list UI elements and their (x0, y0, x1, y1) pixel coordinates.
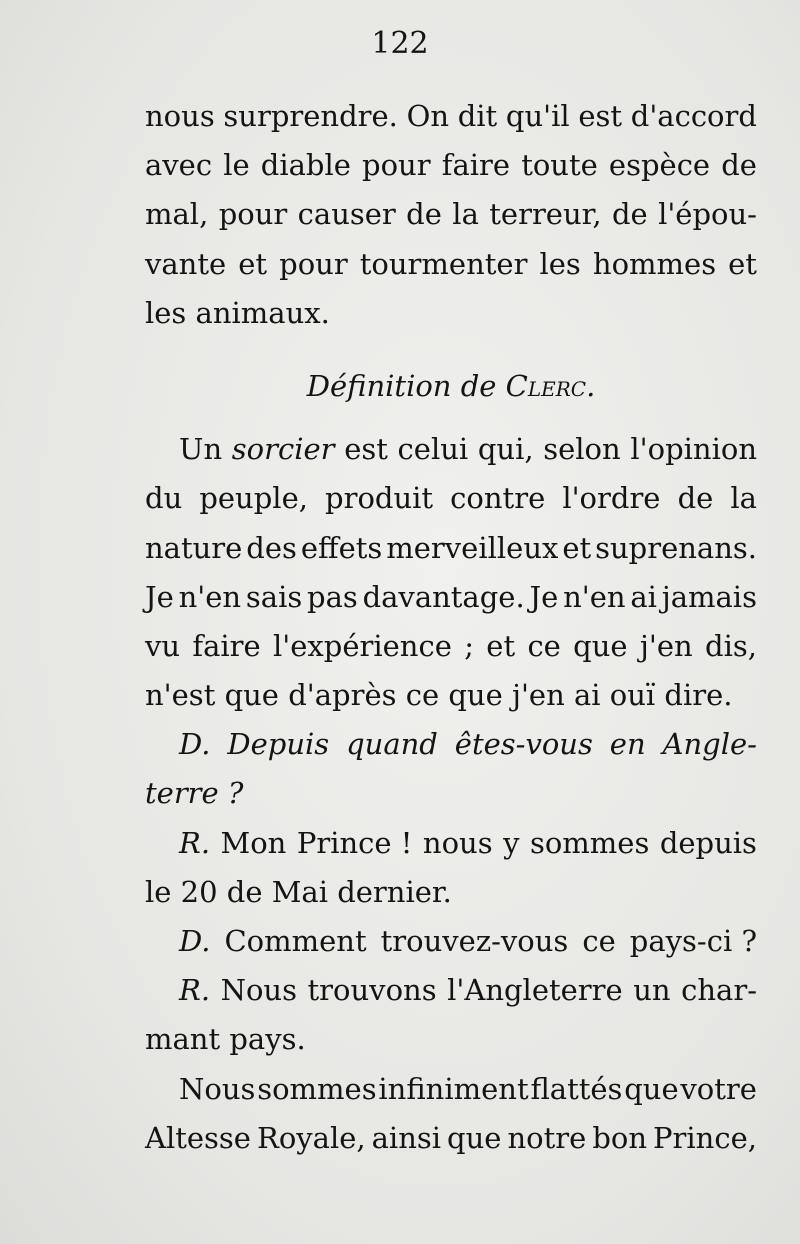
word: contre (450, 481, 546, 516)
word: selon (543, 432, 621, 467)
word: peuple, (199, 481, 308, 516)
word: depuis (659, 825, 757, 860)
word: que (624, 1071, 679, 1106)
word: Altesse (145, 1120, 251, 1155)
word: Nous (179, 1071, 256, 1106)
line-text: n'est que d'après ce que j'en ai ouï dire. (145, 678, 733, 713)
text-line (145, 1114, 757, 1163)
text-line (145, 425, 757, 474)
word: qu'il (505, 99, 570, 133)
text-line (145, 1015, 757, 1064)
word: vu (145, 628, 181, 663)
word: votre (680, 1071, 757, 1106)
word: nature (145, 530, 243, 565)
word: les (539, 246, 581, 281)
word: nous (145, 99, 215, 133)
word: ce (527, 628, 561, 663)
word: mal, (145, 197, 209, 232)
speaker-label: D. (179, 727, 211, 762)
word: ainsi (371, 1120, 442, 1155)
word: et (728, 246, 757, 281)
word: est (344, 432, 388, 467)
word: et (238, 246, 268, 281)
word: ce (582, 924, 616, 958)
text-line (145, 819, 757, 868)
word: y (503, 825, 520, 860)
line-text: le 20 de Mai dernier. (145, 874, 452, 909)
word: effets (300, 530, 383, 565)
word: n'en (178, 579, 242, 614)
word: espèce (608, 148, 711, 183)
speaker-label: R. (179, 825, 211, 860)
word: avec (145, 148, 213, 183)
text-line (145, 524, 757, 573)
word: quand (346, 727, 438, 762)
word: Nous (220, 973, 297, 1008)
speaker-label: R. (179, 973, 211, 1008)
word: Je (529, 579, 559, 614)
word: nous (422, 825, 493, 860)
word: de (721, 148, 757, 183)
word: un (633, 973, 671, 1008)
word: sais (245, 579, 303, 614)
word: de (677, 481, 714, 516)
text-line (145, 289, 757, 338)
word: la (730, 481, 757, 516)
word: diable (260, 148, 351, 183)
section-heading (145, 362, 757, 411)
text-line (145, 1065, 757, 1114)
word: ai (630, 579, 657, 614)
word: l'épou- (658, 197, 757, 232)
word: On (406, 99, 450, 133)
text-line (145, 622, 757, 671)
heading-smallcaps: Clerc. (505, 368, 596, 403)
word: l'expérience (273, 628, 452, 663)
word: vante (145, 246, 227, 281)
word: dis, (705, 628, 757, 663)
text-line (145, 92, 757, 141)
word: êtes-vous (454, 727, 593, 762)
italic-term: sorcier (231, 432, 335, 467)
word: celui (397, 432, 469, 467)
word: Mon (220, 825, 287, 860)
page-number: 122 (371, 26, 429, 61)
word: Un (179, 432, 223, 467)
word: l'Angleterre (447, 973, 623, 1008)
word: et (562, 530, 592, 565)
word: toute (521, 148, 598, 183)
text-line (145, 769, 757, 818)
word: d'accord (630, 99, 757, 133)
word: surprendre. (223, 99, 398, 133)
word: causer (297, 197, 396, 232)
word: Prince, (653, 1120, 757, 1155)
line-text: les animaux. (145, 295, 330, 330)
word: pays-ci ? (629, 924, 757, 958)
word: Royale, (256, 1120, 366, 1155)
word: qui, (477, 432, 534, 467)
word: des (246, 530, 297, 565)
word: que (573, 628, 628, 663)
word: pour (362, 148, 431, 183)
word: faire (192, 628, 261, 663)
word: du (145, 481, 183, 516)
word: dit (457, 99, 498, 133)
word: trouvez-vous (380, 924, 569, 958)
word: j'en (639, 628, 693, 663)
word: produit (325, 481, 434, 516)
word: faire (441, 148, 511, 183)
word: l'ordre (562, 481, 661, 516)
word: trouvons (307, 973, 437, 1008)
word: terreur, (489, 197, 602, 232)
text-line (145, 868, 757, 917)
word: Depuis (227, 727, 330, 762)
word: tourmenter (359, 246, 528, 281)
word: suprenans. (595, 530, 757, 565)
heading-italic: Définition de (306, 368, 506, 403)
word: la (452, 197, 479, 232)
word: sommes (257, 1071, 377, 1106)
word: Prince ! (296, 825, 413, 860)
text-line (145, 573, 757, 622)
text-line (145, 671, 757, 720)
word: sommes (529, 825, 650, 860)
word: en (609, 727, 646, 762)
word: que (447, 1120, 502, 1155)
word: char- (681, 973, 757, 1008)
word: ; (464, 628, 474, 663)
word: pour (218, 197, 288, 232)
word: Angle- (662, 727, 757, 762)
word: jamais (661, 579, 757, 614)
text-line (145, 966, 757, 1015)
word: l'opinion (630, 432, 757, 467)
word: pas (307, 579, 358, 614)
word: hommes (592, 246, 717, 281)
word: pour (279, 246, 348, 281)
word: infiniment (378, 1071, 529, 1106)
page-body-text (145, 92, 757, 1163)
word: bon (592, 1120, 648, 1155)
text-line (145, 240, 757, 289)
word: notre (507, 1120, 587, 1155)
word: est (578, 99, 623, 133)
word: de (406, 197, 442, 232)
line-text: mant pays. (145, 1022, 306, 1057)
word: Comment (224, 924, 367, 958)
word: Je (145, 579, 174, 614)
text-line (145, 474, 757, 523)
word: flattés (530, 1071, 623, 1106)
word: davantage. (362, 579, 525, 614)
line-text: terre ? (145, 776, 244, 811)
word: n'en (563, 579, 626, 614)
text-line (145, 141, 757, 190)
text-line (145, 190, 757, 239)
word: et (486, 628, 516, 663)
text-line (145, 917, 757, 966)
text-line (145, 720, 757, 769)
word: merveilleux (386, 530, 559, 565)
word: de (611, 197, 648, 232)
word: le (223, 148, 250, 183)
speaker-label: D. (179, 924, 211, 958)
